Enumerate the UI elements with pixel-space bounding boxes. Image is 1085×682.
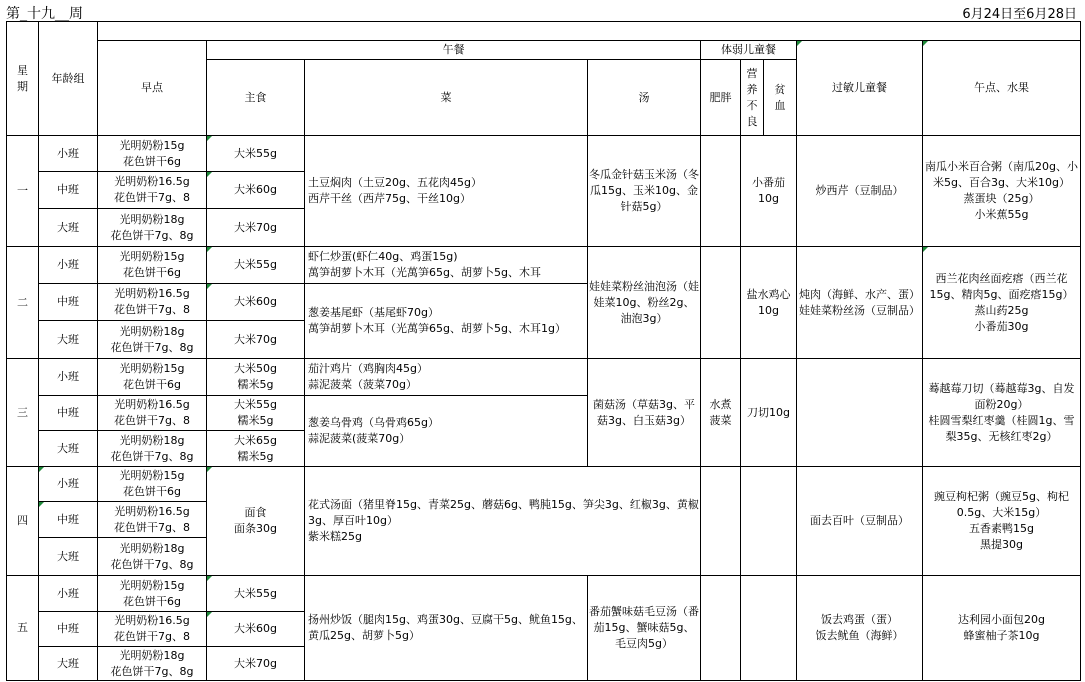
blank-header-cell[interactable]: [98, 22, 1081, 41]
weekday-cell[interactable]: 四: [7, 467, 39, 576]
obese-cell[interactable]: [701, 467, 741, 576]
malnutrition-anemia-cell[interactable]: 盐水鸡心 10g: [741, 247, 797, 359]
dish-cell[interactable]: 茄汁鸡片（鸡胸肉45g） 蒜泥菠菜（菠菜70g）: [305, 359, 588, 396]
staple-cell[interactable]: 大米60g: [207, 172, 305, 209]
allergy-cell[interactable]: [797, 359, 923, 467]
col-dish[interactable]: 菜: [305, 60, 588, 136]
age-group-cell[interactable]: 小班: [39, 467, 98, 502]
allergy-cell[interactable]: 面去百叶（豆制品）: [797, 467, 923, 576]
col-lunch[interactable]: 午餐: [207, 41, 701, 60]
col-allergy[interactable]: 过敏儿童餐: [797, 41, 923, 136]
col-soup[interactable]: 汤: [588, 60, 701, 136]
age-group-cell[interactable]: 小班: [39, 576, 98, 612]
weekday-cell[interactable]: 一: [7, 136, 39, 247]
col-malnutrition[interactable]: 营 养 不 良: [741, 60, 764, 136]
breakfast-cell[interactable]: 光明奶粉15g 花色饼干6g: [98, 576, 207, 612]
sheet-header: [0, 0, 1085, 22]
breakfast-cell[interactable]: 光明奶粉15g 花色饼干6g: [98, 247, 207, 284]
breakfast-cell[interactable]: 光明奶粉16.5g 花色饼干7g、8: [98, 284, 207, 321]
soup-cell[interactable]: 娃娃菜粉丝油泡汤（娃娃菜10g、粉丝2g、油泡3g）: [588, 247, 701, 359]
age-group-cell[interactable]: 小班: [39, 247, 98, 284]
breakfast-cell[interactable]: 光明奶粉18g 花色饼干7g、8g: [98, 647, 207, 681]
age-group-cell[interactable]: 大班: [39, 647, 98, 681]
breakfast-cell[interactable]: 光明奶粉18g 花色饼干7g、8g: [98, 321, 207, 359]
staple-cell[interactable]: 大米55g: [207, 136, 305, 172]
breakfast-cell[interactable]: 光明奶粉15g 花色饼干6g: [98, 136, 207, 172]
col-anemia[interactable]: 贫 血: [764, 60, 797, 136]
breakfast-cell[interactable]: 光明奶粉15g 花色饼干6g: [98, 467, 207, 502]
allergy-cell[interactable]: 炒西芹（豆制品）: [797, 136, 923, 247]
age-group-cell[interactable]: 小班: [39, 136, 98, 172]
age-group-cell[interactable]: 中班: [39, 172, 98, 209]
breakfast-cell[interactable]: 光明奶粉18g 花色饼干7g、8g: [98, 209, 207, 247]
age-group-cell[interactable]: 大班: [39, 431, 98, 467]
age-group-cell[interactable]: 中班: [39, 612, 98, 647]
obese-cell[interactable]: 水煮 菠菜: [701, 359, 741, 467]
obese-cell[interactable]: [701, 136, 741, 247]
week-label: 第_十九__周: [6, 6, 83, 22]
breakfast-cell[interactable]: 光明奶粉16.5g 花色饼干7g、8: [98, 396, 207, 431]
malnutrition-anemia-cell[interactable]: 刀切10g: [741, 359, 797, 467]
age-group-cell[interactable]: 大班: [39, 538, 98, 576]
obese-cell[interactable]: [701, 247, 741, 359]
col-staple[interactable]: 主食: [207, 60, 305, 136]
dish-cell[interactable]: 土豆焖肉（土豆20g、五花肉45g） 西芹干丝（西芹75g、干丝10g）: [305, 136, 588, 247]
obese-cell[interactable]: [701, 576, 741, 681]
afternoon-cell[interactable]: 西兰花肉丝面疙瘩（西兰花15g、精肉5g、面疙瘩15g） 蒸山药25g 小番茄30g: [923, 247, 1081, 359]
breakfast-cell[interactable]: 光明奶粉15g 花色饼干6g: [98, 359, 207, 396]
weekday-cell[interactable]: 五: [7, 576, 39, 681]
afternoon-cell[interactable]: 豌豆枸杞粥（豌豆5g、枸杞0.5g、大米15g） 五香素鸭15g 黑提30g: [923, 467, 1081, 576]
dish-cell[interactable]: 葱姜基尾虾（基尾虾70g） 萬笋胡萝卜木耳（光萬笋65g、胡萝卜5g、木耳1g）: [305, 284, 588, 359]
dish-cell[interactable]: 葱姜乌骨鸡（乌骨鸡65g） 蒜泥菠菜(菠菜70g）: [305, 396, 588, 467]
staple-cell[interactable]: 大米55g: [207, 247, 305, 284]
date-range: 6月24日至6月28日: [962, 7, 1077, 22]
staple-cell[interactable]: 大米60g: [207, 284, 305, 321]
age-group-cell[interactable]: 大班: [39, 209, 98, 247]
afternoon-cell[interactable]: 蓦越莓刀切（蓦越莓3g、自发面粉20g） 桂圆雪梨红枣羹（桂圆1g、雪梨35g、无核红枣2g）: [923, 359, 1081, 467]
weekly-menu-table: [6, 21, 1081, 681]
breakfast-cell[interactable]: 光明奶粉18g 花色饼干7g、8g: [98, 431, 207, 467]
col-obese[interactable]: 肥胖: [701, 60, 741, 136]
age-group-cell[interactable]: 中班: [39, 284, 98, 321]
age-group-cell[interactable]: 小班: [39, 359, 98, 396]
allergy-cell[interactable]: 饭去鸡蛋（蛋） 饭去鱿鱼（海鲜）: [797, 576, 923, 681]
age-group-cell[interactable]: 大班: [39, 321, 98, 359]
malnutrition-anemia-cell[interactable]: [741, 576, 797, 681]
staple-cell[interactable]: 大米70g: [207, 321, 305, 359]
soup-cell[interactable]: 冬瓜金针菇玉米汤（冬瓜15g、玉米10g、金针菇5g）: [588, 136, 701, 247]
soup-cell[interactable]: 番茄蟹味菇毛豆汤（番茄15g、蟹味菇5g、毛豆肉5g）: [588, 576, 701, 681]
afternoon-cell[interactable]: 南瓜小米百合粥（南瓜20g、小米5g、百合3g、大米10g） 蒸蛋块（25g） 小米蕉55g: [923, 136, 1081, 247]
staple-cell[interactable]: 大米70g: [207, 209, 305, 247]
breakfast-cell[interactable]: 光明奶粉16.5g 花色饼干7g、8: [98, 502, 207, 538]
col-breakfast[interactable]: 早点: [98, 41, 207, 136]
afternoon-cell[interactable]: 达利园小面包20g 蜂蜜柚子茶10g: [923, 576, 1081, 681]
weekday-cell[interactable]: 三: [7, 359, 39, 467]
col-age-group[interactable]: 年龄组: [39, 22, 98, 136]
age-group-cell[interactable]: 中班: [39, 502, 98, 538]
breakfast-cell[interactable]: 光明奶粉16.5g 花色饼干7g、8: [98, 172, 207, 209]
breakfast-cell[interactable]: 光明奶粉18g 花色饼干7g、8g: [98, 538, 207, 576]
soup-cell[interactable]: 菌菇汤（草菇3g、平菇3g、白玉菇3g）: [588, 359, 701, 467]
col-weak-children[interactable]: 体弱儿童餐: [701, 41, 797, 60]
dish-cell[interactable]: 扬州炒饭（腿肉15g、鸡蛋30g、豆腐干5g、鱿鱼15g、黄瓜25g、胡萝卜5g）: [305, 576, 588, 681]
staple-cell[interactable]: 大米50g 糯米5g: [207, 359, 305, 396]
malnutrition-anemia-cell[interactable]: [741, 467, 797, 576]
breakfast-cell[interactable]: 光明奶粉16.5g 花色饼干7g、8: [98, 612, 207, 647]
allergy-cell[interactable]: 炖肉（海鲜、水产、蛋） 娃娃菜粉丝汤（豆制品）: [797, 247, 923, 359]
col-weekday[interactable]: 星 期: [7, 22, 39, 136]
staple-cell[interactable]: 大米70g: [207, 647, 305, 681]
age-group-cell[interactable]: 中班: [39, 396, 98, 431]
staple-cell[interactable]: 大米65g 糯米5g: [207, 431, 305, 467]
staple-cell[interactable]: 大米55g 糯米5g: [207, 396, 305, 431]
dish-cell[interactable]: 虾仁炒蛋(虾仁40g、鸡蛋15g) 萬笋胡萝卜木耳（光萬笋65g、胡萝卜5g、木耳: [305, 247, 588, 284]
staple-cell[interactable]: 大米55g: [207, 576, 305, 612]
col-afternoon[interactable]: 午点、水果: [923, 41, 1081, 136]
staple-cell[interactable]: 面食 面条30g: [207, 467, 305, 576]
malnutrition-anemia-cell[interactable]: 小番茄 10g: [741, 136, 797, 247]
dish-cell[interactable]: 花式汤面（猪里脊15g、青菜25g、蘑菇6g、鸭肫15g、笋尖3g、红椒3g、黄椒3g、厚百叶10g） 紫米糕25g: [305, 467, 701, 576]
staple-cell[interactable]: 大米60g: [207, 612, 305, 647]
weekday-cell[interactable]: 二: [7, 247, 39, 359]
